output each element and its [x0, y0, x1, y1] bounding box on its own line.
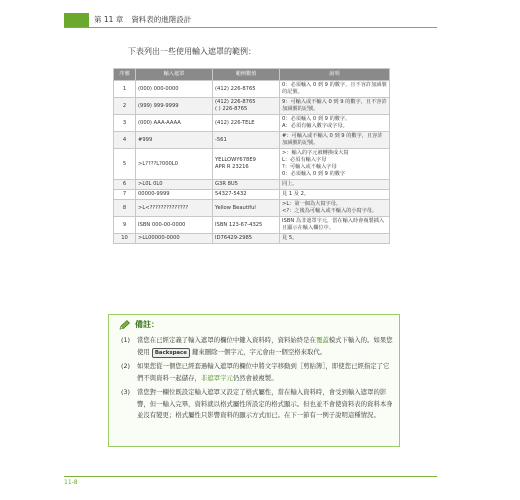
- cell-mask: (999) 999-9999: [136, 98, 213, 115]
- cell-sample: YELLOWY678E9 APR R 23216: [213, 149, 280, 180]
- cell-sample: G3R 8U5: [213, 180, 280, 190]
- table-row: [114, 234, 390, 244]
- cell-mask: (000) 000-0000: [136, 81, 213, 98]
- cell-no: 10: [114, 234, 136, 244]
- cell-desc: #：可輸入或不輸入 0 到 9 的數字，且容許加減號的記號。: [280, 132, 390, 149]
- table-row: [114, 132, 390, 149]
- note-item-number: (3): [121, 388, 131, 396]
- cell-no: 7: [114, 190, 136, 200]
- cell-mask: ISBN 000-00-0000: [136, 217, 213, 234]
- cell-desc: 見 5。: [280, 234, 390, 244]
- cell-sample: -561: [213, 132, 280, 149]
- cell-desc: 0：必須輸入 0 到 9 的數字。 A：必須有輸入數字或字母。: [280, 115, 390, 132]
- cell-desc: ISBN 為非遮罩字元，當在輸入時會複製插入且顯示在輸入欄位中。: [280, 217, 390, 234]
- page-number: 11-8: [64, 479, 78, 486]
- cell-sample: ID76429-2985: [213, 234, 280, 244]
- cell-sample: (412) 226-8765 ( ) 226-8765: [213, 98, 280, 115]
- cell-mask: #999: [136, 132, 213, 149]
- cell-desc: 同上。: [280, 180, 390, 190]
- col-header-sample: 範例數值: [213, 69, 280, 81]
- intro-text: 下表列出一些使用輸入遮罩的範例：: [128, 47, 256, 56]
- note-highlight: 非遮罩字元: [200, 373, 233, 382]
- note-item-text: [137, 361, 393, 384]
- note-item: [121, 387, 393, 422]
- table-row: [114, 200, 390, 217]
- cell-no: 4: [114, 132, 136, 149]
- col-header-mask: 輸入遮罩: [136, 69, 213, 81]
- chapter-title: 資料表的進階設計: [131, 15, 192, 24]
- cell-sample: ISBN 123-67-4325: [213, 217, 280, 234]
- page-header: [64, 13, 437, 28]
- note-title: [119, 319, 159, 330]
- cell-mask: (000) AAA-AAAA: [136, 115, 213, 132]
- cell-mask: 00000-9999: [136, 190, 213, 200]
- note-text-segment: 模式下輸入的。如果您使用: [137, 336, 393, 356]
- cell-sample: Yellow Beautiful: [213, 200, 280, 217]
- cell-no: 9: [114, 217, 136, 234]
- note-item: [121, 361, 393, 384]
- cell-mask: >L0L 0L0: [136, 180, 213, 190]
- cell-sample: (412) 226-8765: [213, 81, 280, 98]
- note-box: [108, 314, 400, 447]
- note-highlight: 覆蓋: [315, 336, 329, 344]
- cell-no: 2: [114, 98, 136, 115]
- table-body: [114, 81, 390, 244]
- note-text-segment: 鍵來刪除一個字元，字元會由一個空格來取代。: [191, 347, 327, 356]
- table-row: [114, 81, 390, 98]
- header-text: [94, 14, 199, 25]
- chapter-label: 第 11 章: [94, 15, 124, 24]
- cell-sample: (412) 226-TELE: [213, 115, 280, 132]
- note-title-text: 備註：: [135, 320, 159, 329]
- backspace-key: Backspace: [152, 348, 190, 358]
- col-header-desc: 說明: [280, 69, 390, 81]
- note-text-segment: 仍然會被複製。: [232, 373, 278, 382]
- input-mask-table: [113, 68, 390, 244]
- table-header-row: [114, 69, 390, 81]
- cell-no: 1: [114, 81, 136, 98]
- table-row: [114, 217, 390, 234]
- table-row: [114, 190, 390, 200]
- table-row: [114, 180, 390, 190]
- page-footer: [64, 476, 437, 486]
- note-text-segment: 當您在已經定義了輸入遮罩的欄位中鍵入資料時，資料始終是在: [137, 336, 316, 344]
- cell-sample: 54327-5432: [213, 190, 280, 200]
- col-header-no: 序號: [114, 69, 136, 81]
- cell-desc: >L：第一個為大寫字母。 <?：之後為可輸入或不輸入的小寫字母。: [280, 200, 390, 217]
- cell-desc: 9：可輸入或不輸入 0 到 9 的數字，且不容許加減號的記號。: [280, 98, 390, 115]
- cell-no: 6: [114, 180, 136, 190]
- cell-desc: 0：必須輸入 0 到 9 的數字，且不容許加減號的記號。: [280, 81, 390, 98]
- note-list: [121, 335, 393, 425]
- cell-desc: >：輸入的字元被轉換成大寫 L：必須有輸入字母 ?：可輸入或不輸入字母 0：必須輸入 0 到 9 的數字: [280, 149, 390, 180]
- cell-mask: >L????L?000L0: [136, 149, 213, 180]
- pencil-icon: [119, 320, 131, 330]
- header-accent-block: [64, 13, 89, 27]
- table-row: [114, 98, 390, 115]
- cell-no: 3: [114, 115, 136, 132]
- note-item-text: [137, 335, 393, 358]
- note-text-segment: 如果您從一個您已經套過輸入遮罩的欄位中將文字移動到［剪貼簿］，即使您已經指定了它們不與資料一起儲存，: [137, 362, 390, 382]
- cell-no: 5: [114, 149, 136, 180]
- cell-mask: >L<??????????????: [136, 200, 213, 217]
- table-row: [114, 149, 390, 180]
- cell-desc: 見 1 及 2。: [280, 190, 390, 200]
- cell-no: 8: [114, 200, 136, 217]
- note-item-text: 當您對一欄位既設定輸入遮罩又設定了格式屬性，當在輸入資料時，會受到輸入遮罩的影響，但一輸入完畢，資料就以格式屬性所設定的格式顯示。但也並不會使資料表的資料本身並沒有變更；格式屬性只影響資料的顯示方式而已。在下一節有一例子說明這種情況。: [137, 388, 393, 419]
- table-row: [114, 115, 390, 132]
- note-item-number: (2): [121, 362, 131, 370]
- note-item: [121, 335, 393, 358]
- note-item-number: (1): [121, 336, 131, 344]
- cell-mask: >LL00000-0000: [136, 234, 213, 244]
